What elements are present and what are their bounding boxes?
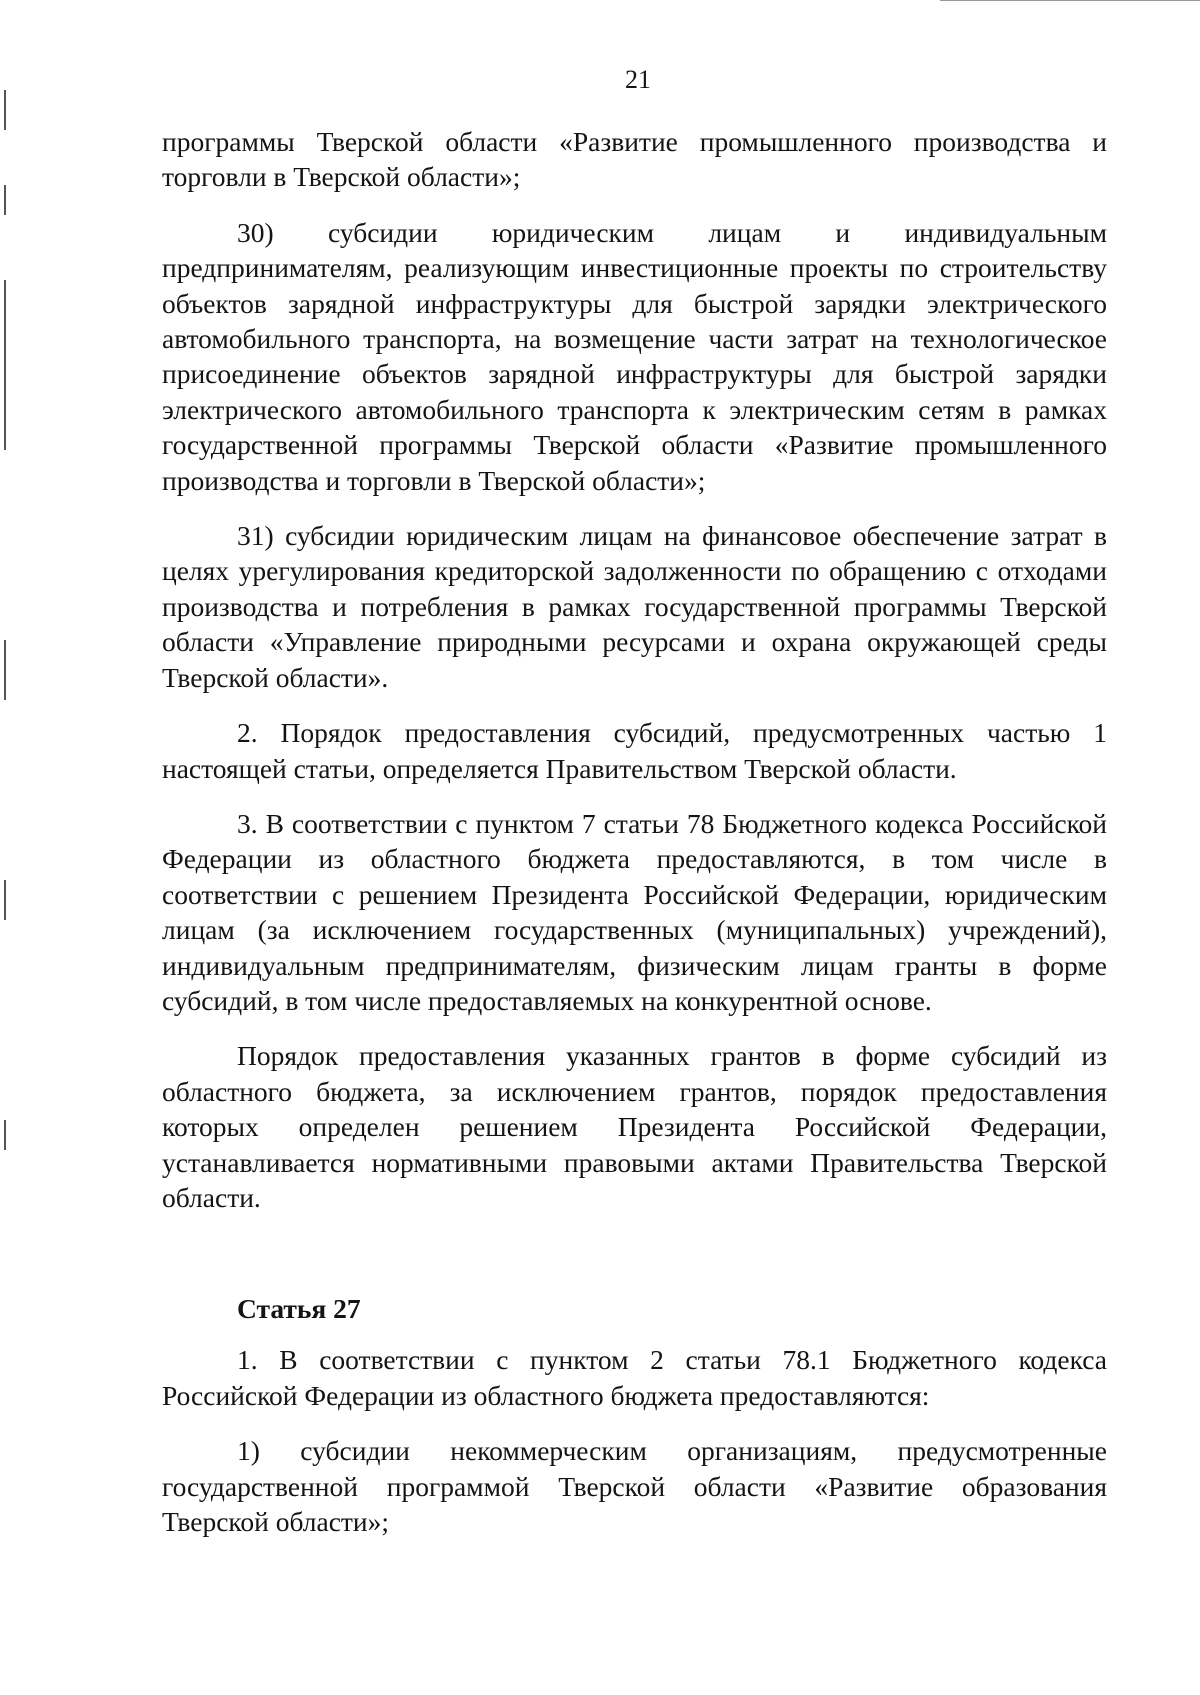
paragraph-article27-item-1: 1) субсидии некоммерческим организациям, предусмотренные государственной программой Тверской области «Развитие образования Тверской области»; <box>162 1435 1107 1537</box>
scan-edge-mark <box>940 0 1200 1</box>
scan-edge-mark <box>4 185 6 215</box>
paragraph-part-3: 3. В соответствии с пунктом 7 статьи 78 Бюджетного кодекса Российской Федерации из областного бюджета предоставляются, в том числе в соответствии с решением Президента Российской Федерации, юридическим лицам (за исключением государственных (муниципальных) учреждений), индивидуальным предпринимателям, физическим лицам гранты в форме субсидий, в том числе предоставляемых на конкурентной основе. <box>162 807 1107 1016</box>
paragraph-item-31: 31) субсидии юридическим лицам на финансовое обеспечение затрат в целях урегулирования кредиторской задолженности по обращению с отходами производства и потребления в рамках государственной программы Тверской области «Управление природными ресурсами и охрана окружающей среды Тверской области». <box>162 520 1107 693</box>
paragraph-part-2: 2. Порядок предоставления субсидий, предусмотренных частью 1 настоящей статьи, определяется Правительством Тверской области. <box>162 717 1107 784</box>
paragraph-continuation: программы Тверской области «Развитие промышленного производства и торговли в Тверской области»; <box>162 126 1107 193</box>
article-heading: Статья 27 <box>237 1293 361 1325</box>
scan-edge-mark <box>4 880 6 920</box>
page-number: 21 <box>625 65 651 94</box>
paragraph-article27-part-1: 1. В соответствии с пунктом 2 статьи 78.1 Бюджетного кодекса Российской Федерации из областного бюджета предоставляются: <box>162 1344 1107 1411</box>
paragraph-item-30: 30) субсидии юридическим лицам и индивидуальным предпринимателям, реализующим инвестиционные проекты по строительству объектов зарядной инфраструктуры для быстрой зарядки электрического автомобильного транспорта, на возмещение части затрат на технологическое присоединение объектов зарядной инфраструктуры для быстрой зарядки электрического автомобильного транспорта к электрическим сетям в рамках государственной программы Тверской области «Развитие промышленного производства и торговли в Тверской области»; <box>162 216 1107 496</box>
scan-edge-mark <box>4 90 6 130</box>
scan-edge-mark <box>4 1120 6 1150</box>
document-body <box>162 124 1107 1559</box>
scan-edge-mark <box>4 640 6 700</box>
scan-edge-mark <box>4 280 6 450</box>
paragraph-grants-procedure: Порядок предоставления указанных грантов в форме субсидий из областного бюджета, за исключением грантов, порядок предоставления которых определен решением Президента Российской Федерации, устанавливается нормативными правовыми актами Правительства Тверской области. <box>162 1040 1107 1213</box>
